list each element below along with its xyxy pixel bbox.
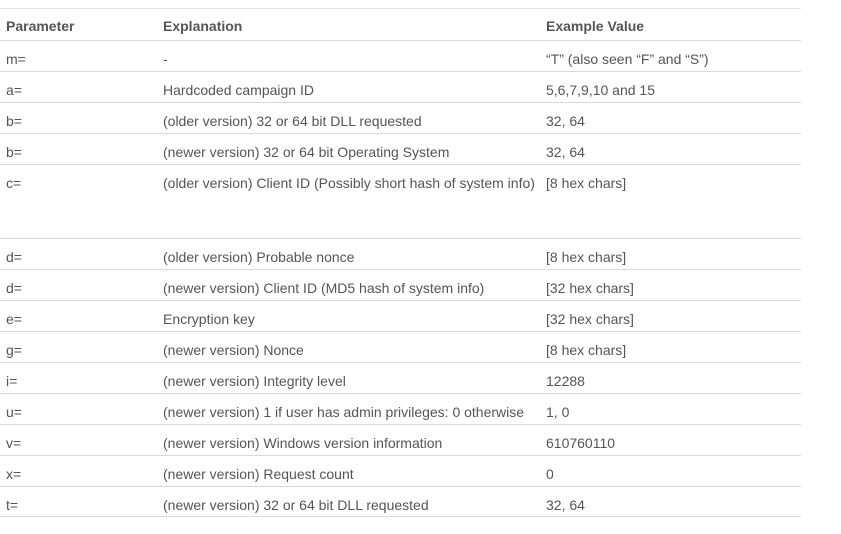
example-value-cell: 5,6,7,9,10 and 15 xyxy=(546,82,655,98)
header-parameter: Parameter xyxy=(6,18,75,34)
parameter-cell: i= xyxy=(6,373,18,389)
table-header-row xyxy=(0,8,801,40)
table-row xyxy=(0,393,801,424)
parameter-cell: a= xyxy=(6,82,22,98)
table-row xyxy=(0,486,801,517)
example-value-cell: 32, 64 xyxy=(546,144,585,160)
explanation-cell: (newer version) 32 or 64 bit DLL requested xyxy=(163,497,429,513)
table-row xyxy=(0,238,801,269)
parameter-cell: b= xyxy=(6,144,22,160)
table-row xyxy=(0,300,801,331)
explanation-cell: (newer version) Nonce xyxy=(163,342,304,358)
explanation-cell: Hardcoded campaign ID xyxy=(163,82,314,98)
header-explanation: Explanation xyxy=(163,18,243,34)
parameter-cell: m= xyxy=(6,51,26,67)
parameter-cell: g= xyxy=(6,342,22,358)
example-value-cell: 0 xyxy=(546,466,554,482)
header-example-value: Example Value xyxy=(546,18,645,34)
explanation-cell: (newer version) 1 if user has admin privileges: 0 otherwise xyxy=(163,404,525,420)
explanation-cell: (newer version) 32 or 64 bit Operating System xyxy=(163,144,450,160)
table-row xyxy=(0,424,801,455)
parameters-table xyxy=(0,8,801,517)
explanation-cell: (older version) Probable nonce xyxy=(163,249,355,265)
table-row xyxy=(0,362,801,393)
explanation-cell: (older version) 32 or 64 bit DLL requested xyxy=(163,113,422,129)
example-value-cell: [8 hex chars] xyxy=(546,342,627,358)
explanation-cell: (older version) Client ID (Possibly short hash of system info) xyxy=(163,175,535,191)
example-value-cell: “T” (also seen “F” and “S”) xyxy=(546,51,709,67)
table-row xyxy=(0,71,801,102)
parameter-cell: u= xyxy=(6,404,22,420)
example-value-cell: 12288 xyxy=(546,373,585,389)
parameter-cell: c= xyxy=(6,175,22,191)
example-value-cell: [32 hex chars] xyxy=(546,280,634,296)
table-row xyxy=(0,102,801,133)
explanation-cell: - xyxy=(163,51,168,67)
table-row xyxy=(0,164,801,238)
example-value-cell: [32 hex chars] xyxy=(546,311,634,327)
example-value-cell: [8 hex chars] xyxy=(546,249,627,265)
parameter-cell: d= xyxy=(6,280,22,296)
explanation-cell: Encryption key xyxy=(163,311,255,327)
explanation-cell: (newer version) Integrity level xyxy=(163,373,346,389)
parameter-cell: e= xyxy=(6,311,22,327)
parameter-cell: t= xyxy=(6,497,19,513)
parameter-cell: b= xyxy=(6,113,22,129)
example-value-cell: [8 hex chars] xyxy=(546,175,627,191)
parameter-cell: v= xyxy=(6,435,22,451)
explanation-cell: (newer version) Client ID (MD5 hash of system info) xyxy=(163,280,485,296)
example-value-cell: 1, 0 xyxy=(546,404,570,420)
example-value-cell: 32, 64 xyxy=(546,497,585,513)
example-value-cell: 32, 64 xyxy=(546,113,585,129)
example-value-cell: 610760110 xyxy=(546,435,616,451)
table-row xyxy=(0,40,801,71)
table-row xyxy=(0,331,801,362)
table-row xyxy=(0,455,801,486)
explanation-cell: (newer version) Windows version information xyxy=(163,435,443,451)
parameter-cell: d= xyxy=(6,249,22,265)
table-row xyxy=(0,133,801,164)
explanation-cell: (newer version) Request count xyxy=(163,466,354,482)
table-row xyxy=(0,269,801,300)
parameter-cell: x= xyxy=(6,466,22,482)
